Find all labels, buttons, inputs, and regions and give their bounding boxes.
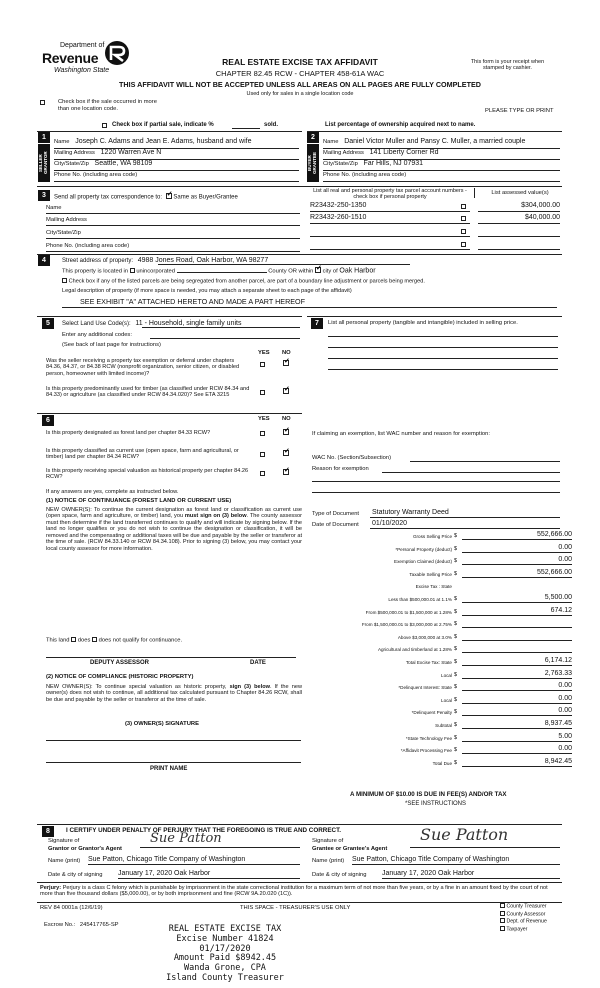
doc-type[interactable]: Statutory Warranty Deed	[370, 509, 560, 518]
partial-sold-label: sold.	[264, 122, 279, 128]
dollar-sign: $	[454, 533, 458, 539]
parcel-row[interactable]	[310, 214, 470, 224]
parcel-number: R23432-260-1510	[310, 214, 367, 221]
parcel-row[interactable]	[310, 227, 470, 237]
grantee-date-city[interactable]: January 17, 2020 Oak Harbor	[382, 870, 560, 879]
section-1-marker: 1	[38, 132, 50, 143]
corr-city-row[interactable]	[46, 229, 300, 239]
treasurer-use-only: THIS SPACE - TREASURER'S USE ONLY	[240, 905, 351, 911]
section-4-marker: 4	[38, 255, 50, 266]
dor-logo	[38, 40, 130, 80]
logo-revenue: Revenue	[42, 50, 99, 66]
treasurer-stamp: REAL ESTATE EXCISE TAX Excise Number 41824 01/17/2020 Amount Paid $8942.45 Wanda Grone, CPA Island County Treasurer	[166, 924, 284, 983]
section-3-marker: 3	[38, 190, 50, 201]
s6-q2: Is this property classified as current use (open space, farm and agricultural, or timber) land per chapter 84.34 RCW?	[46, 448, 239, 461]
dollar-sign: $	[454, 646, 458, 653]
pct-ownership-note: List percentage of ownership acquired next to name.	[325, 122, 476, 128]
s6-q1-no[interactable]	[283, 429, 289, 437]
grantor-date-label: Date & city of signing	[48, 872, 103, 878]
grantor-sig-label: Signature of Grantor or Grantor's Agent	[48, 838, 122, 852]
s5-q2: Is this property predominantly used for timber (as classified under RCW 84.34 and 84.33) or agriculture (as classified under RCW 84.34.020)? See ETA 3215	[46, 386, 250, 399]
dollar-sign: $	[454, 722, 458, 728]
personal-property-checkbox[interactable]	[461, 229, 466, 234]
buyer-side-label: BUYER GRANTEE	[307, 144, 319, 182]
s6-q3-no[interactable]	[283, 469, 289, 477]
s6-q2-yes[interactable]	[260, 451, 265, 458]
fee-label: Total Due	[432, 760, 452, 766]
fee-label: Gross Selling Price	[412, 534, 452, 539]
dollar-sign: $	[454, 759, 458, 766]
fee-label: *Delinquent Penalty	[411, 710, 452, 716]
fee-label: Subtotal	[435, 723, 452, 728]
fee-value[interactable]: 6,174.12	[462, 657, 572, 666]
warning-banner: THIS AFFIDAVIT WILL NOT BE ACCEPTED UNLESS ALL AREAS ON ALL PAGES ARE FULLY COMPLETED	[119, 80, 481, 89]
reason-field-3[interactable]	[312, 489, 560, 493]
segregated-row: Check box if any of the listed parcels are being segregated from another parcel, are part of a boundary line adjustment or parcels being merged.	[62, 278, 425, 285]
reason-field-2[interactable]	[312, 478, 560, 482]
seller-city-row[interactable]	[54, 160, 299, 171]
fee-label: From $500,000.01 to $1,500,000 at 1.28%	[365, 609, 452, 615]
grantor-date-city[interactable]: January 17, 2020 Oak Harbor	[118, 870, 300, 879]
assessed-value-empty[interactable]	[478, 240, 560, 250]
doc-date-label: Date of Document	[312, 522, 359, 528]
assessed-header: List assessed value(s)	[491, 190, 549, 196]
fee-label: *State Technology Fee	[405, 735, 452, 741]
grantee-sig-label: Signature of Grantee or Grantee's Agent	[312, 838, 388, 852]
fee-label: From $1,500,000.01 to $3,000,000 at 2.75%	[361, 622, 452, 628]
wac-label: WAC No. (Section/Subsection)	[312, 455, 392, 461]
dollar-sign: $	[454, 570, 458, 577]
dollar-sign: $	[454, 621, 458, 628]
qualify-continuance-row: This land does does not qualify for continuance.	[46, 637, 183, 644]
escrow-row: Escrow No.: 245417765-SP	[44, 922, 119, 928]
form-chapter: CHAPTER 82.45 RCW - CHAPTER 458-61A WAC	[215, 69, 385, 78]
seller-name-row[interactable]	[54, 138, 299, 149]
personal-property-line[interactable]	[328, 344, 558, 348]
fee-label: Total Excise Tax: State	[405, 660, 452, 665]
dollar-sign: $	[454, 558, 458, 565]
seller-mailing: 1220 Warren Ave N	[100, 149, 162, 156]
personal-property-line[interactable]	[328, 355, 558, 359]
section-8-marker: 8	[42, 826, 54, 837]
buyer-phone-label: Phone No. (including area code)	[323, 172, 407, 178]
does-qualify-checkbox[interactable]	[71, 637, 76, 642]
notice-compliance-title: (2) NOTICE OF COMPLIANCE (HISTORIC PROPERTY)	[46, 674, 194, 680]
seller-name: Joseph C. Adams and Jean E. Adams, husband and wife	[75, 138, 252, 145]
deputy-assessor-label: DEPUTY ASSESSOR	[90, 660, 150, 666]
seller-mailing-label: Mailing Address	[54, 150, 95, 156]
fee-label: Above $3,000,000 at 3.0%	[397, 634, 452, 640]
s5-q2-no[interactable]	[283, 388, 289, 396]
corr-phone-row[interactable]	[46, 242, 300, 252]
additional-codes-label: Enter any additional codes:	[62, 332, 132, 338]
fee-value[interactable]	[462, 619, 572, 628]
additional-codes-field[interactable]	[150, 331, 300, 339]
seller-phone-row[interactable]	[54, 171, 299, 182]
reason-field[interactable]	[382, 465, 560, 473]
does-not-qualify-checkbox[interactable]	[92, 637, 97, 642]
fee-value[interactable]: 552,666.00	[462, 531, 572, 540]
seller-side-label: SELLER GRANTOR	[38, 144, 50, 182]
personal-property-line[interactable]	[328, 333, 558, 337]
send-correspondence-label: Send all property tax correspondence to: ✓ Same as Buyer/Grantee	[54, 193, 238, 201]
parcel-row[interactable]	[310, 240, 470, 250]
fee-label: Taxable Selling Price	[409, 571, 452, 577]
assessed-value: $304,000.00	[478, 202, 560, 212]
deputy-date-label: DATE	[250, 660, 266, 666]
dollar-sign: $	[454, 696, 458, 703]
escrow-number: 245417765-SP	[79, 922, 119, 928]
segregated-checkbox[interactable]	[62, 278, 67, 283]
s6-q3-yes[interactable]	[260, 470, 265, 477]
fees-table	[300, 531, 570, 781]
corr-city-label: City/State/Zip	[46, 230, 81, 236]
buyer-city-row[interactable]	[323, 160, 560, 171]
grantee-signature: Sue Patton	[420, 825, 509, 844]
form-title: REAL ESTATE EXCISE TAX AFFIDAVIT	[222, 57, 378, 67]
copy-item: Dept. of Revenue	[500, 918, 547, 926]
s6-q3: Is this property receiving special valuation as historical property per chapter 84.26 RCW?	[46, 468, 249, 481]
dollar-sign: $	[454, 671, 458, 678]
copy-item: County Treasurer	[500, 903, 547, 911]
personal-property-checkbox[interactable]	[461, 216, 466, 221]
buyer-block	[323, 138, 560, 182]
partial-sale-checkbox[interactable]	[102, 122, 107, 129]
property-city: Oak Harbor	[339, 267, 376, 275]
dollar-sign: $	[454, 545, 458, 552]
see-back-note: (See back of last page for instructions)	[62, 342, 161, 348]
section-2-marker: 2	[307, 132, 319, 143]
wac-field[interactable]	[410, 454, 560, 462]
legal-description: SEE EXHIBIT "A" ATTACHED HERETO AND MADE A PART HEREOF	[80, 297, 306, 306]
s6-yes-header: YES	[258, 416, 270, 422]
s5-no-header: NO	[282, 350, 291, 356]
fee-label: Exemption Claimed (deduct)	[394, 559, 452, 565]
fee-value[interactable]: 0.00	[462, 544, 572, 553]
parcel-number: R23432-250-1350	[310, 202, 367, 209]
street-address: 4988 Jones Road, Oak Harbor, WA 98277	[137, 257, 269, 264]
s6-q2-no[interactable]	[283, 450, 289, 458]
single-location-note: Used only for sales in a single location code	[246, 91, 354, 97]
exemption-claim-label: If claiming an exemption, list WAC number and reason for exemption:	[312, 431, 490, 437]
section-7-marker: 7	[311, 318, 323, 329]
parcel-header: List all real and personal property tax parcel account numbers - check box if personal property	[313, 188, 467, 201]
owner-signature-line[interactable]	[46, 735, 301, 741]
dollar-sign: $	[454, 608, 458, 615]
copy-item: County Assessor	[500, 911, 547, 919]
fee-value[interactable]: 0.00	[462, 707, 572, 716]
print-name-line[interactable]	[46, 757, 301, 763]
s6-no-header: NO	[282, 416, 291, 422]
within-city-checkbox[interactable]	[315, 267, 321, 273]
personal-property-label: List all personal property (tangible and intangible) included in selling price.	[328, 320, 518, 326]
fees-instructions-note: *SEE INSTRUCTIONS	[405, 801, 467, 807]
seller-block	[54, 138, 299, 182]
assessed-value: $40,000.00	[478, 214, 560, 224]
buyer-mailing: 141 Liberty Corner Rd	[369, 149, 439, 156]
land-use-code[interactable]: 11 - Household, single family units	[135, 320, 242, 327]
dollar-sign: $	[454, 747, 458, 754]
if-yes-note: If any answers are yes, complete as instructed below.	[46, 489, 179, 495]
seller-city: Seattle, WA 98109	[94, 160, 153, 167]
fee-value[interactable]: 8,942.45	[462, 758, 572, 767]
fee-label: *Delinquent Interest: State	[398, 685, 452, 691]
reason-label: Reason for exemption	[312, 466, 369, 472]
s5-q1-yes[interactable]	[260, 361, 265, 368]
certify-statement: I CERTIFY UNDER PENALTY OF PERJURY THAT THE FOREGOING IS TRUE AND CORRECT.	[66, 827, 341, 834]
grantee-name-label: Name (print)	[312, 858, 345, 864]
dollar-sign: $	[454, 659, 458, 665]
form-revision: REV 84 0001a (12/6/19)	[40, 905, 103, 911]
fee-label: Local	[441, 672, 452, 678]
print-name-label: PRINT NAME	[150, 766, 188, 772]
fee-value[interactable]: 0.00	[462, 695, 572, 704]
buyer-mailing-label: Mailing Address	[323, 150, 364, 156]
fee-value[interactable]: 8,937.45	[462, 720, 572, 729]
partial-pct-field[interactable]	[232, 121, 260, 129]
fee-label: Excise Tax : State	[415, 584, 452, 590]
seller-mailing-row[interactable]	[54, 149, 299, 160]
copy-item: Taxpayer	[500, 926, 547, 934]
corr-mailing-label: Mailing Address	[46, 217, 87, 223]
s6-q1: Is this property designated as forest land per chapter 84.33 RCW?	[46, 430, 211, 436]
corr-phone-label: Phone No. (including area code)	[46, 243, 130, 249]
fee-value[interactable]: 0.00	[462, 745, 572, 754]
parcel-row[interactable]	[310, 202, 470, 212]
personal-property-checkbox[interactable]	[461, 242, 466, 247]
fee-value[interactable]: 5.00	[462, 733, 572, 742]
seller-city-label: City/State/Zip	[54, 161, 89, 167]
seller-name-label: Name	[54, 139, 70, 145]
corr-name-row[interactable]	[46, 204, 300, 214]
same-as-buyer-checkbox[interactable]	[166, 193, 172, 199]
grantee-signature-line[interactable]	[410, 840, 560, 848]
legal-description-label: Legal description of property (if more space is needed, you may attach a separate sheet to each page of the affidavit)	[62, 288, 352, 294]
buyer-name-label: Name	[323, 139, 339, 145]
fee-label: Less than $500,000.01 at 1.1%	[388, 597, 452, 602]
notice-continuance-title: (1) NOTICE OF CONTINUANCE (FOREST LAND OR CURRENT USE)	[46, 498, 232, 504]
fee-label: *Affidavit Processing Fee	[400, 748, 452, 754]
corr-name-label: Name	[46, 205, 62, 211]
assessed-value-empty[interactable]	[478, 227, 560, 237]
doc-type-label: Type of Document	[312, 511, 360, 517]
fee-value[interactable]: 2,763.33	[462, 670, 572, 679]
dollar-sign: $	[454, 633, 458, 640]
dollar-sign: $	[454, 709, 458, 716]
perjury-notice: Perjury: Perjury is a class C felony which is punishable by imprisonment in the state correctional institution for a maximum term of not more than five years, or by a fine in an amount fixed by the court of not more than five thousand dollars ($5,000.00), or by both imprisonment and fine (RCW 9A.20.020 (1C)).	[40, 885, 548, 898]
logo-mark-icon	[104, 40, 130, 66]
fee-label: Agricultural and timberland at 1.28%	[377, 647, 452, 653]
section-6-marker: 6	[42, 415, 54, 426]
partial-sale-label: Check box if partial sale, indicate %	[112, 122, 214, 128]
fee-value[interactable]	[462, 632, 572, 641]
multi-location-label: Check box if the sale occurred in more than one location code.	[58, 99, 157, 112]
street-label: Street address of property:	[62, 258, 134, 264]
fee-value[interactable]: 0.00	[462, 556, 572, 565]
fee-label: *Personal Property (deduct)	[395, 546, 452, 552]
s5-q1-no[interactable]	[283, 360, 289, 368]
s6-q1-yes[interactable]	[260, 430, 265, 437]
copy-distribution	[500, 903, 547, 933]
grantor-signature-line[interactable]	[140, 840, 300, 848]
land-use-row: Select Land Use Code(s): 11 - Household, single family units	[62, 320, 242, 327]
fee-label: Local	[441, 697, 452, 703]
s5-q2-yes[interactable]	[260, 389, 265, 396]
notice-continuance-text: NEW OWNER(S): To continue the current designation as forest land or classification as current use (open space, farm and agriculture, or timber) land, you must sign on (3) below. The county assessor must then determine if the land transferred continues to qualify and will indicate by signing below. If the land no longer qualifies or you do not wish to continue the designation or classification, it will be removed and the compensating or additional taxes will be due and payable by the seller or transferor at the time of sale. (RCW 84.33.140 or RCW 84.34.108). Prior to signing (3) below, you may contact your local county assessor for more information.	[46, 507, 302, 552]
doc-date[interactable]: 01/10/2020	[370, 520, 560, 529]
grantor-signature: Sue Patton	[150, 831, 222, 846]
notice-compliance-text: NEW OWNER(S): To continue special valuation as historic property, sign (3) below. If the new owner(s) does not wish to continue, all additional tax calculated pursuant to Chapter 84.26 RCW, shall be due and payable by the seller or transferor at the time of sale.	[46, 684, 302, 703]
dollar-sign: $	[454, 734, 458, 741]
fee-value[interactable]: 0.00	[462, 682, 572, 691]
multi-location-checkbox[interactable]	[40, 99, 45, 106]
personal-property-line[interactable]	[328, 366, 558, 370]
located-row: This property is located in unincorporated County OR within ✓ city of Oak Harbor	[62, 267, 376, 276]
section-5-marker: 5	[42, 318, 54, 329]
type-or-print: PLEASE TYPE OR PRINT	[485, 108, 554, 114]
fee-value[interactable]: 5,500.00	[462, 594, 572, 603]
buyer-name-row[interactable]	[323, 138, 560, 149]
seller-phone-label: Phone No. (including area code)	[54, 172, 138, 178]
fee-value[interactable]: 674.12	[462, 607, 572, 616]
s5-q1: Was the seller receiving a property tax exemption or deferral under chapters 84.36, 84.37, or 84.38 RCW (nonprofit organization, senior citizen, or disabled person, homeowner with limited income)?	[46, 358, 240, 377]
buyer-city-label: City/State/Zip	[323, 161, 358, 167]
personal-property-checkbox[interactable]	[461, 204, 466, 209]
fee-value[interactable]	[462, 644, 572, 653]
buyer-phone-row[interactable]	[323, 171, 560, 182]
deputy-assessor-line[interactable]	[46, 652, 296, 658]
fees-minimum-note: A MINIMUM OF $10.00 IS DUE IN FEE(S) AND/OR TAX	[350, 791, 507, 798]
corr-mailing-row[interactable]	[46, 216, 300, 226]
unincorporated-checkbox[interactable]	[130, 268, 135, 273]
grantor-name[interactable]: Sue Patton, Chicago Title Company of Washington	[88, 856, 300, 865]
grantee-name[interactable]: Sue Patton, Chicago Title Company of Washington	[352, 856, 560, 865]
dollar-sign: $	[454, 684, 458, 691]
buyer-name: Daniel Victor Muller and Pansy C. Muller, a married couple	[344, 138, 526, 145]
s5-yes-header: YES	[258, 350, 270, 356]
grantor-name-label: Name (print)	[48, 858, 81, 864]
dollar-sign: $	[454, 596, 458, 602]
grantee-date-label: Date & city of signing	[312, 872, 367, 878]
buyer-mailing-row[interactable]	[323, 149, 560, 160]
receipt-note: This form is your receipt when stamped by cashier.	[470, 59, 545, 72]
fee-value[interactable]: 552,666.00	[462, 569, 572, 578]
buyer-city: Far Hills, NJ 07931	[363, 160, 424, 167]
logo-dept: Department of	[60, 42, 105, 49]
logo-state: Washington State	[54, 67, 110, 74]
owner-signature-label: (3) OWNER(S) SIGNATURE	[125, 721, 199, 727]
